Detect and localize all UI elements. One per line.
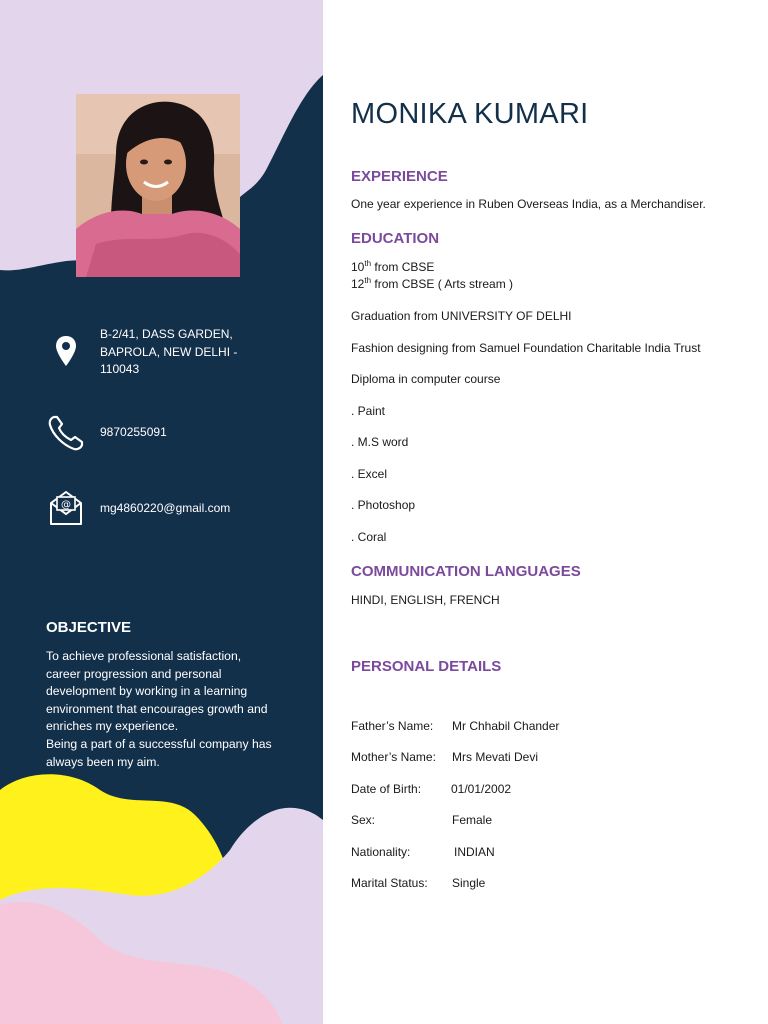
marital-status-label: Marital Status: bbox=[351, 876, 428, 890]
skill-item: . Paint bbox=[351, 404, 386, 418]
email-text: mg4860220@gmail.com bbox=[100, 501, 231, 515]
father-name-label: Father’s Name: bbox=[351, 719, 434, 733]
education-item-10th-suffix: th bbox=[364, 259, 372, 268]
sidebar bbox=[0, 0, 323, 1024]
personal-details-heading: PERSONAL DETAILS bbox=[351, 658, 502, 675]
skill-item: . Coral bbox=[351, 530, 387, 544]
phone-row bbox=[46, 413, 306, 453]
phone-text: 9870255091 bbox=[100, 425, 167, 439]
languages-text: HINDI, ENGLISH, FRENCH bbox=[351, 593, 500, 607]
skill-item: . Photoshop bbox=[351, 498, 416, 512]
candidate-name: MONIKA KUMARI bbox=[351, 98, 589, 130]
sex-value: Female bbox=[452, 813, 493, 827]
email-icon bbox=[46, 488, 86, 528]
experience-heading: EXPERIENCE bbox=[351, 168, 448, 185]
objective-title: OBJECTIVE bbox=[46, 619, 132, 636]
education-item-12th-suffix: th bbox=[364, 276, 372, 285]
dob-label: Date of Birth: bbox=[351, 782, 422, 796]
location-pin-icon bbox=[46, 326, 86, 366]
education-graduation: Graduation from UNIVERSITY OF DELHI bbox=[351, 309, 572, 323]
education-item-12th-number: 12 bbox=[351, 277, 365, 291]
nationality-value: INDIAN bbox=[454, 845, 495, 859]
education-heading: EDUCATION bbox=[351, 230, 440, 247]
nationality-label: Nationality: bbox=[351, 845, 411, 859]
address-text: B-2/41, DASS GARDEN, BAPROLA, NEW DELHI - 110043 bbox=[100, 327, 238, 376]
mother-name-label: Mother’s Name: bbox=[351, 750, 436, 764]
email-row bbox=[46, 488, 306, 528]
languages-heading: COMMUNICATION LANGUAGES bbox=[351, 563, 581, 580]
address-row bbox=[46, 326, 306, 382]
profile-photo bbox=[76, 94, 240, 277]
education-item-12th-text: from CBSE ( Arts stream ) bbox=[371, 277, 514, 291]
education-item-10th-number: 10 bbox=[351, 260, 365, 274]
education-item-10th-text: from CBSE bbox=[371, 260, 435, 274]
objective-text bbox=[46, 648, 272, 771]
objective-paragraph-2: Being a part of a successful company has always been my aim. bbox=[46, 736, 272, 769]
father-name-value: Mr Chhabil Chander bbox=[452, 719, 560, 733]
dob-value: 01/01/2002 bbox=[451, 782, 512, 796]
experience-text: One year experience in Ruben Overseas India, as a Merchandiser. bbox=[351, 197, 706, 211]
marital-status-value: Single bbox=[452, 876, 486, 890]
sex-label: Sex: bbox=[351, 813, 376, 827]
education-fashion: Fashion designing from Samuel Foundation Charitable India Trust bbox=[351, 341, 701, 355]
skill-item: . M.S word bbox=[351, 435, 409, 449]
education-diploma: Diploma in computer course bbox=[351, 372, 501, 386]
skill-item: . Excel bbox=[351, 467, 388, 481]
objective-paragraph-1: To achieve professional satisfaction, career progression and personal development by working in a learning environment that encourages growth and enriches my experience. bbox=[46, 649, 268, 734]
education-item-10th bbox=[351, 260, 434, 274]
education-item-12th bbox=[351, 277, 513, 291]
mother-name-value: Mrs Mevati Devi bbox=[452, 750, 539, 764]
svg-text:@: @ bbox=[61, 499, 71, 511]
phone-icon bbox=[46, 413, 86, 453]
